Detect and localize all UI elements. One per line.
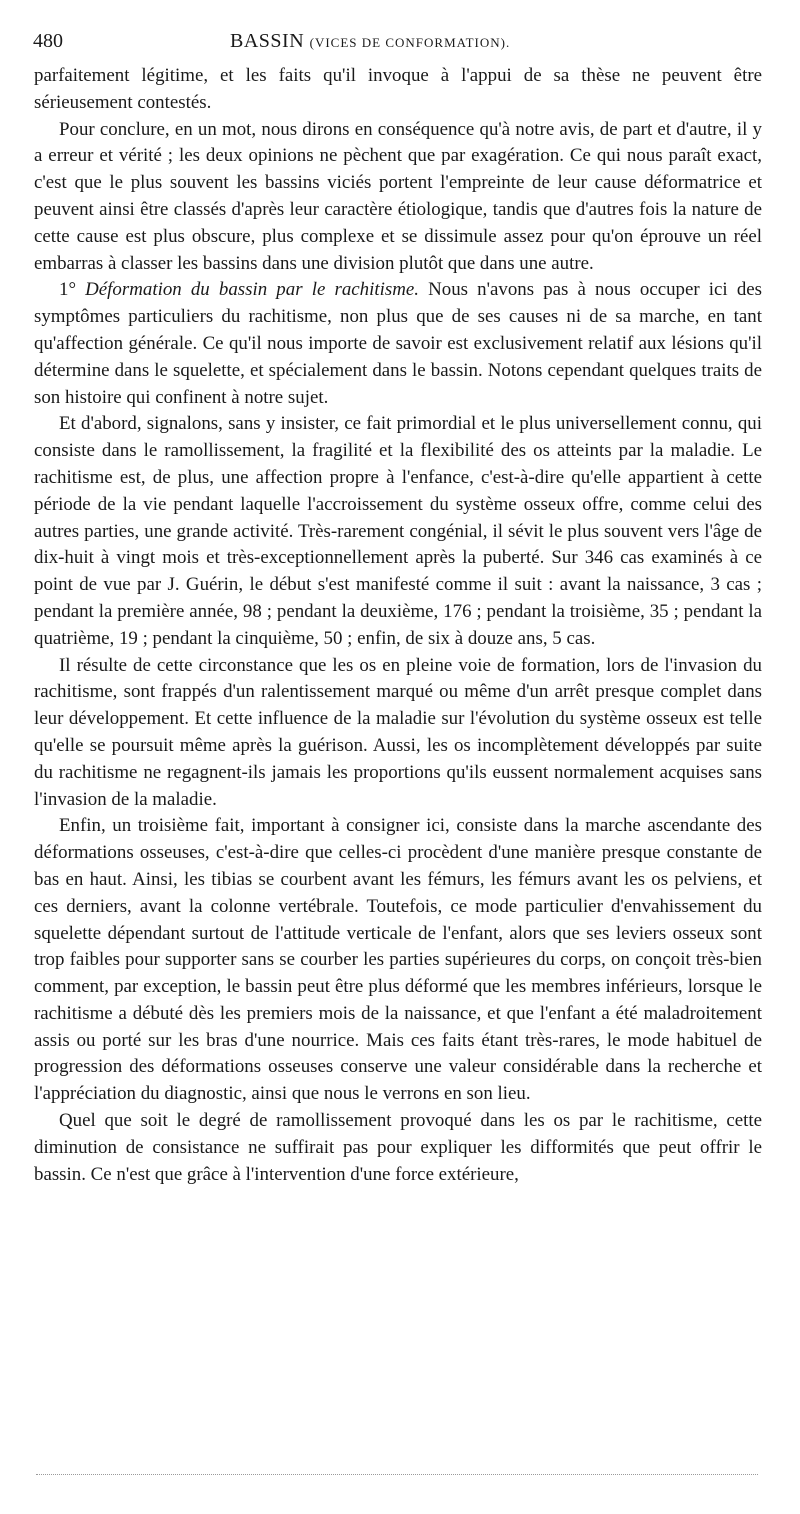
paragraph-conclusion: Pour conclure, en un mot, nous dirons en conséquence qu'à notre avis, de part et d'autre, il y a erreur et vérité ; les deux opinions ne pèchent que par exagération. Ce qui nous paraît exact, c'est que le plus souvent les bassins viciés portent l'empreinte de leur cause déformatrice et peuvent ainsi être classés d'après leur caractère étiologique, tandis que d'autres fois la nature de cette cause est plus obscure, plus complexe et se dissimule assez pour qu'on éprouve un réel embarras à classer les bassins dans une division plutôt que dans une autre.	[34, 118, 762, 274]
body-text	[34, 63, 762, 1188]
running-title-sub: (VICES DE CONFORMATION).	[309, 35, 511, 50]
section-title: Déformation du bassin par le rachitisme.	[85, 279, 419, 301]
paragraph-third-fact: Enfin, un troisième fait, important à consigner ici, consiste dans la marche ascendante des déformations osseuses, c'est-à-dire que celles-ci procèdent d'une manière presque constante de bas en haut. Ainsi, les tibias se courbent avant les fémurs, les fémurs avant les os pelviens, et ces derniers, avant la colonne vertébrale. Toutefois, ce mode particulier d'envahissement du squelette dépendant surtout de l'attitude verticale de l'enfant, alors que ses leviers osseux sont trop faibles pour supporter sans se courber les parties supérieures du corps, on conçoit très-bien comment, par exception, le bassin peut être plus déformé que les membres inférieurs, lorsque le rachitisme a débuté dès les premiers mois de la naissance, et que l'enfant a été maladroitement assis ou porté sur les bras d'une nourrice. Mais ces faits étant très-rares, le mode habituel de progression des déformations osseuses conserve une valeur considérable dans la recherche et l'appréciation du diagnostic, ainsi que nous le verrons en son lieu.	[34, 815, 762, 1105]
running-header	[33, 30, 765, 56]
running-title	[230, 30, 510, 53]
paragraph-final: Quel que soit le degré de ramollissement provoqué dans les os par le rachitisme, cette diminution de consistance ne suffirait pas pour expliquer les difformités que peut offrir le bassin. Ce n'est que grâce à l'intervention d'une force extérieure,	[34, 1110, 762, 1185]
running-title-main: BASSIN	[230, 30, 305, 52]
paragraph-section-rachitisme	[34, 277, 762, 411]
paragraph-first-fact: Et d'abord, signalons, sans y insister, ce fait primordial et le plus universellement connu, qui consiste dans le ramollissement, la fragilité et la flexibilité des os atteints par la maladie. Le rachitisme est, de plus, une affection propre à l'enfance, c'est-à-dire qu'elle appartient à cette période de la vie pendant laquelle l'accroissement du système osseux offre, comme celui des autres parties, une grande activité. Très-rarement congénial, il sévit le plus souvent vers l'âge de dix-huit à vingt mois et très-exceptionnellement après la puberté. Sur 346 cas examinés à ce point de vue par J. Guérin, le début s'est manifesté comme il suit : avant la naissance, 3 cas ; pendant la première année, 98 ; pendant la deuxième, 176 ; pendant la troisième, 35 ; pendant la quatrième, 19 ; pendant la cinquième, 50 ; enfin, de six à douze ans, 5 cas.	[34, 413, 762, 649]
section-number: 1°	[59, 279, 76, 301]
paragraph-consequence: Il résulte de cette circonstance que les os en pleine voie de formation, lors de l'invasion du rachitisme, sont frappés d'un ralentissement marqué ou même d'un arrêt presque complet dans leur développement. Et cette influence de la maladie sur l'évolution du système osseux est telle qu'elle se poursuit même après la guérison. Aussi, les os incomplètement développés par suite du rachitisme ne regagnent-ils jamais les proportions qu'ils eussent normalement acquises sans l'invasion de la maladie.	[34, 654, 762, 810]
page-number: 480	[33, 30, 63, 52]
section-text: Nous n'avons pas à nous occuper ici des symptômes particuliers du rachitisme, non plus que de ses causes ni de sa marche, en tant qu'affection générale. Ce qu'il nous importe de savoir est exclusivement relatif aux lésions qu'il détermine dans le squelette, et spécialement dans le bassin. Notons cependant quelques traits de son histoire qui confinent à notre sujet.	[34, 279, 763, 408]
paragraph-continuation: parfaitement légitime, et les faits qu'il invoque à l'appui de sa thèse ne peuvent être sérieusement contestés.	[34, 65, 762, 113]
footer-rule	[36, 1474, 758, 1475]
